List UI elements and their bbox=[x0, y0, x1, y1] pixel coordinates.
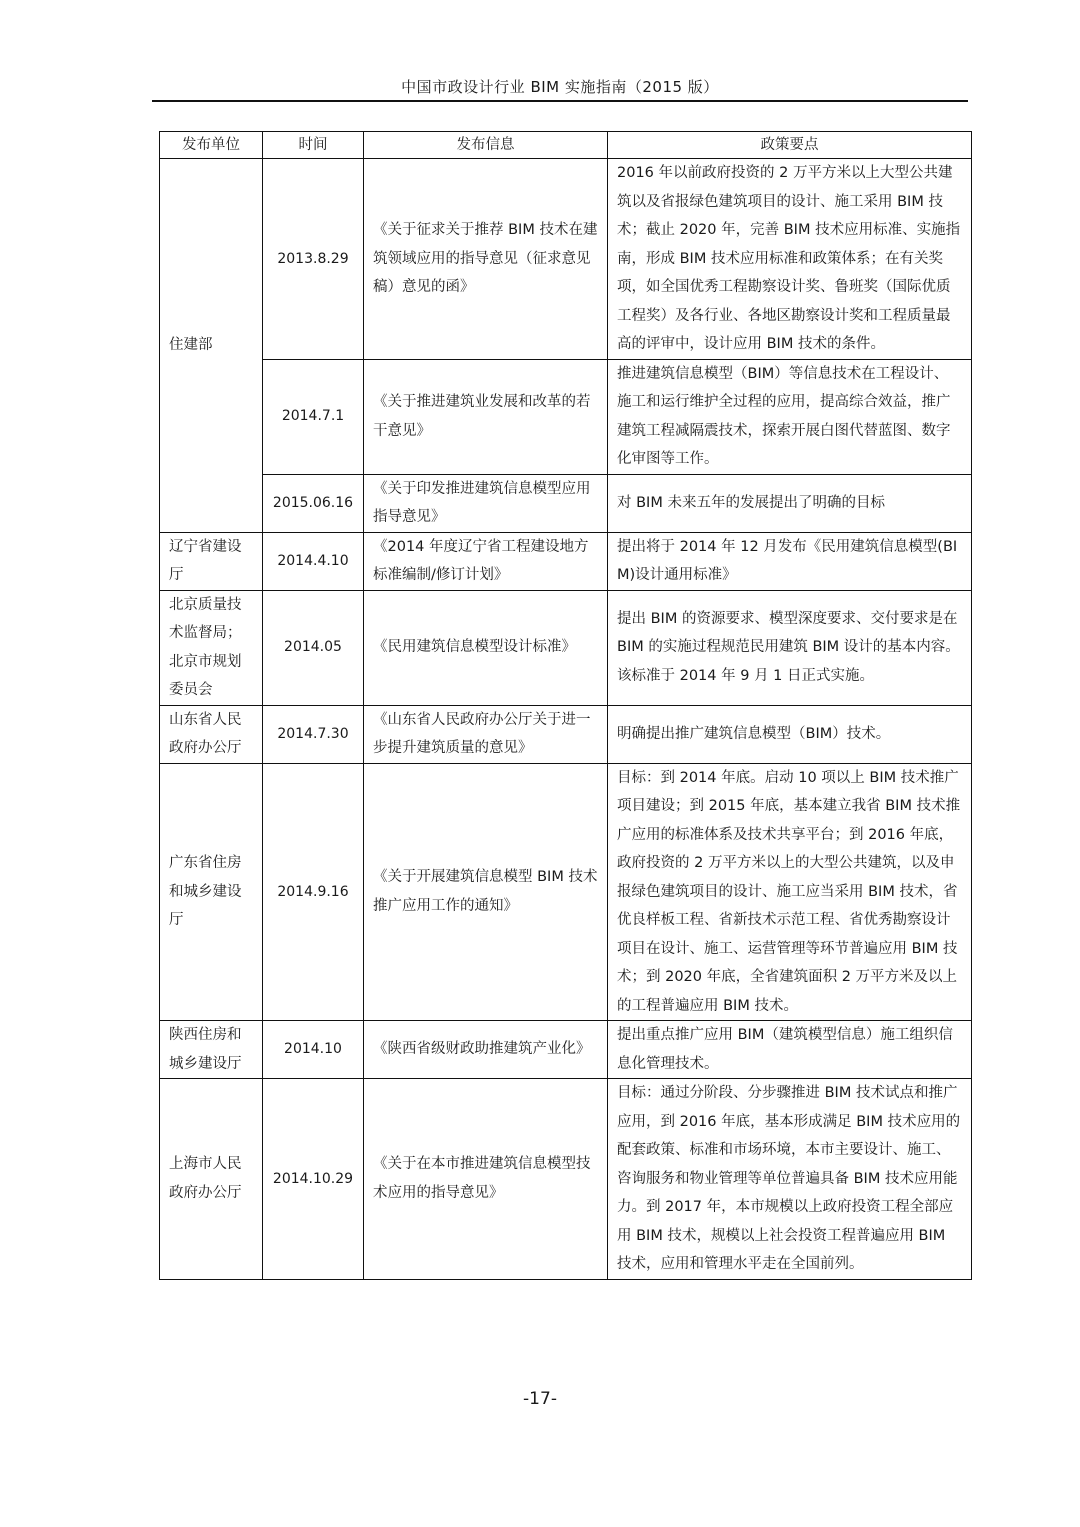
cell-points: 目标：通过分阶段、分步骤推进 BIM 技术试点和推广应用，到 2016 年底，基本形成满足 BIM 技术应用的配套政策、标准和市场环境，本市主要设计、施工、咨询服务和物业管理等单位普遍具备 BIM 技术应用能力。到 2017 年，本市规模以上政府投资工程全部应用 BIM 技术，规模以上社会投资工程普遍应用 BIM 技术，应用和管理水平走在全国前列。 bbox=[608, 1079, 972, 1280]
cell-time: 2014.9.16 bbox=[263, 763, 364, 1021]
table-header-row bbox=[160, 132, 972, 159]
table-row bbox=[160, 1021, 972, 1079]
cell-unit: 陕西住房和城乡建设厅 bbox=[160, 1021, 263, 1079]
cell-doc: 《民用建筑信息模型设计标准》 bbox=[364, 590, 608, 705]
cell-doc: 《陕西省级财政助推建筑产业化》 bbox=[364, 1021, 608, 1079]
cell-unit: 辽宁省建设厅 bbox=[160, 532, 263, 590]
cell-points: 提出将于 2014 年 12 月发布《民用建筑信息模型(BIM)设计通用标准》 bbox=[608, 532, 972, 590]
cell-time: 2013.8.29 bbox=[263, 159, 364, 360]
cell-time: 2014.7.1 bbox=[263, 359, 364, 474]
table-row bbox=[160, 159, 972, 360]
cell-doc: 《关于推进建筑业发展和改革的若干意见》 bbox=[364, 359, 608, 474]
cell-time: 2014.10 bbox=[263, 1021, 364, 1079]
cell-points: 对 BIM 未来五年的发展提出了明确的目标 bbox=[608, 474, 972, 532]
table-row bbox=[160, 590, 972, 705]
cell-points: 明确提出推广建筑信息模型（BIM）技术。 bbox=[608, 705, 972, 763]
page-number: -17- bbox=[523, 1389, 557, 1409]
cell-doc: 《关于开展建筑信息模型 BIM 技术推广应用工作的通知》 bbox=[364, 763, 608, 1021]
cell-doc: 《关于印发推进建筑信息模型应用指导意见》 bbox=[364, 474, 608, 532]
cell-points: 推进建筑信息模型（BIM）等信息技术在工程设计、施工和运行维护全过程的应用，提高综合效益，推广建筑工程减隔震技术，探索开展白图代替蓝图、数字化审图等工作。 bbox=[608, 359, 972, 474]
policy-table bbox=[159, 131, 972, 1280]
cell-time: 2014.4.10 bbox=[263, 532, 364, 590]
header-rule bbox=[152, 100, 968, 102]
column-header-doc: 发布信息 bbox=[364, 132, 608, 159]
cell-time: 2015.06.16 bbox=[263, 474, 364, 532]
cell-doc: 《关于在本市推进建筑信息模型技术应用的指导意见》 bbox=[364, 1079, 608, 1280]
cell-points: 提出 BIM 的资源要求、模型深度要求、交付要求是在 BIM 的实施过程规范民用建筑 BIM 设计的基本内容。该标准于 2014 年 9 月 1 日正式实施。 bbox=[608, 590, 972, 705]
cell-time: 2014.05 bbox=[263, 590, 364, 705]
table-row bbox=[160, 1079, 972, 1280]
cell-doc: 《山东省人民政府办公厅关于进一步提升建筑质量的意见》 bbox=[364, 705, 608, 763]
cell-time: 2014.10.29 bbox=[263, 1079, 364, 1280]
cell-unit: 广东省住房和城乡建设厅 bbox=[160, 763, 263, 1021]
cell-unit: 住建部 bbox=[160, 159, 263, 533]
column-header-time: 时间 bbox=[263, 132, 364, 159]
cell-points: 目标：到 2014 年底。启动 10 项以上 BIM 技术推广项目建设；到 2015 年底，基本建立我省 BIM 技术推广应用的标准体系及技术共享平台；到 2016 年底，政府投资的 2 万平方米以上的大型公共建筑，以及申报绿色建筑项目的设计、施工应当采用 BIM 技术，省优良样板工程、省新技术示范工程、省优秀勘察设计项目在设计、施工、运营管理等环节普遍应用 BIM 技术；到 2020 年底，全省建筑面积 2 万平方米及以上的工程普遍应用 BIM 技术。 bbox=[608, 763, 972, 1021]
cell-unit: 上海市人民政府办公厅 bbox=[160, 1079, 263, 1280]
column-header-unit: 发布单位 bbox=[160, 132, 263, 159]
table-row bbox=[160, 705, 972, 763]
column-header-points: 政策要点 bbox=[608, 132, 972, 159]
page-header-title: 中国市政设计行业 BIM 实施指南（2015 版） bbox=[401, 78, 719, 96]
cell-unit: 山东省人民政府办公厅 bbox=[160, 705, 263, 763]
cell-points: 提出重点推广应用 BIM（建筑模型信息）施工组织信息化管理技术。 bbox=[608, 1021, 972, 1079]
table-row bbox=[160, 359, 972, 474]
table-row bbox=[160, 532, 972, 590]
cell-doc: 《关于征求关于推荐 BIM 技术在建筑领域应用的指导意见（征求意见稿）意见的函》 bbox=[364, 159, 608, 360]
table-row bbox=[160, 474, 972, 532]
table-row bbox=[160, 763, 972, 1021]
cell-doc: 《2014 年度辽宁省工程建设地方标准编制/修订计划》 bbox=[364, 532, 608, 590]
cell-points: 2016 年以前政府投资的 2 万平方米以上大型公共建筑以及省报绿色建筑项目的设计、施工采用 BIM 技术；截止 2020 年，完善 BIM 技术应用标准、实施指南，形成 BIM 技术应用标准和政策体系；在有关奖项，如全国优秀工程勘察设计奖、鲁班奖（国际优质工程奖）及各行业、各地区勘察设计奖和工程质量最高的评审中，设计应用 BIM 技术的条件。 bbox=[608, 159, 972, 360]
cell-unit: 北京质量技术监督局；北京市规划委员会 bbox=[160, 590, 263, 705]
cell-time: 2014.7.30 bbox=[263, 705, 364, 763]
